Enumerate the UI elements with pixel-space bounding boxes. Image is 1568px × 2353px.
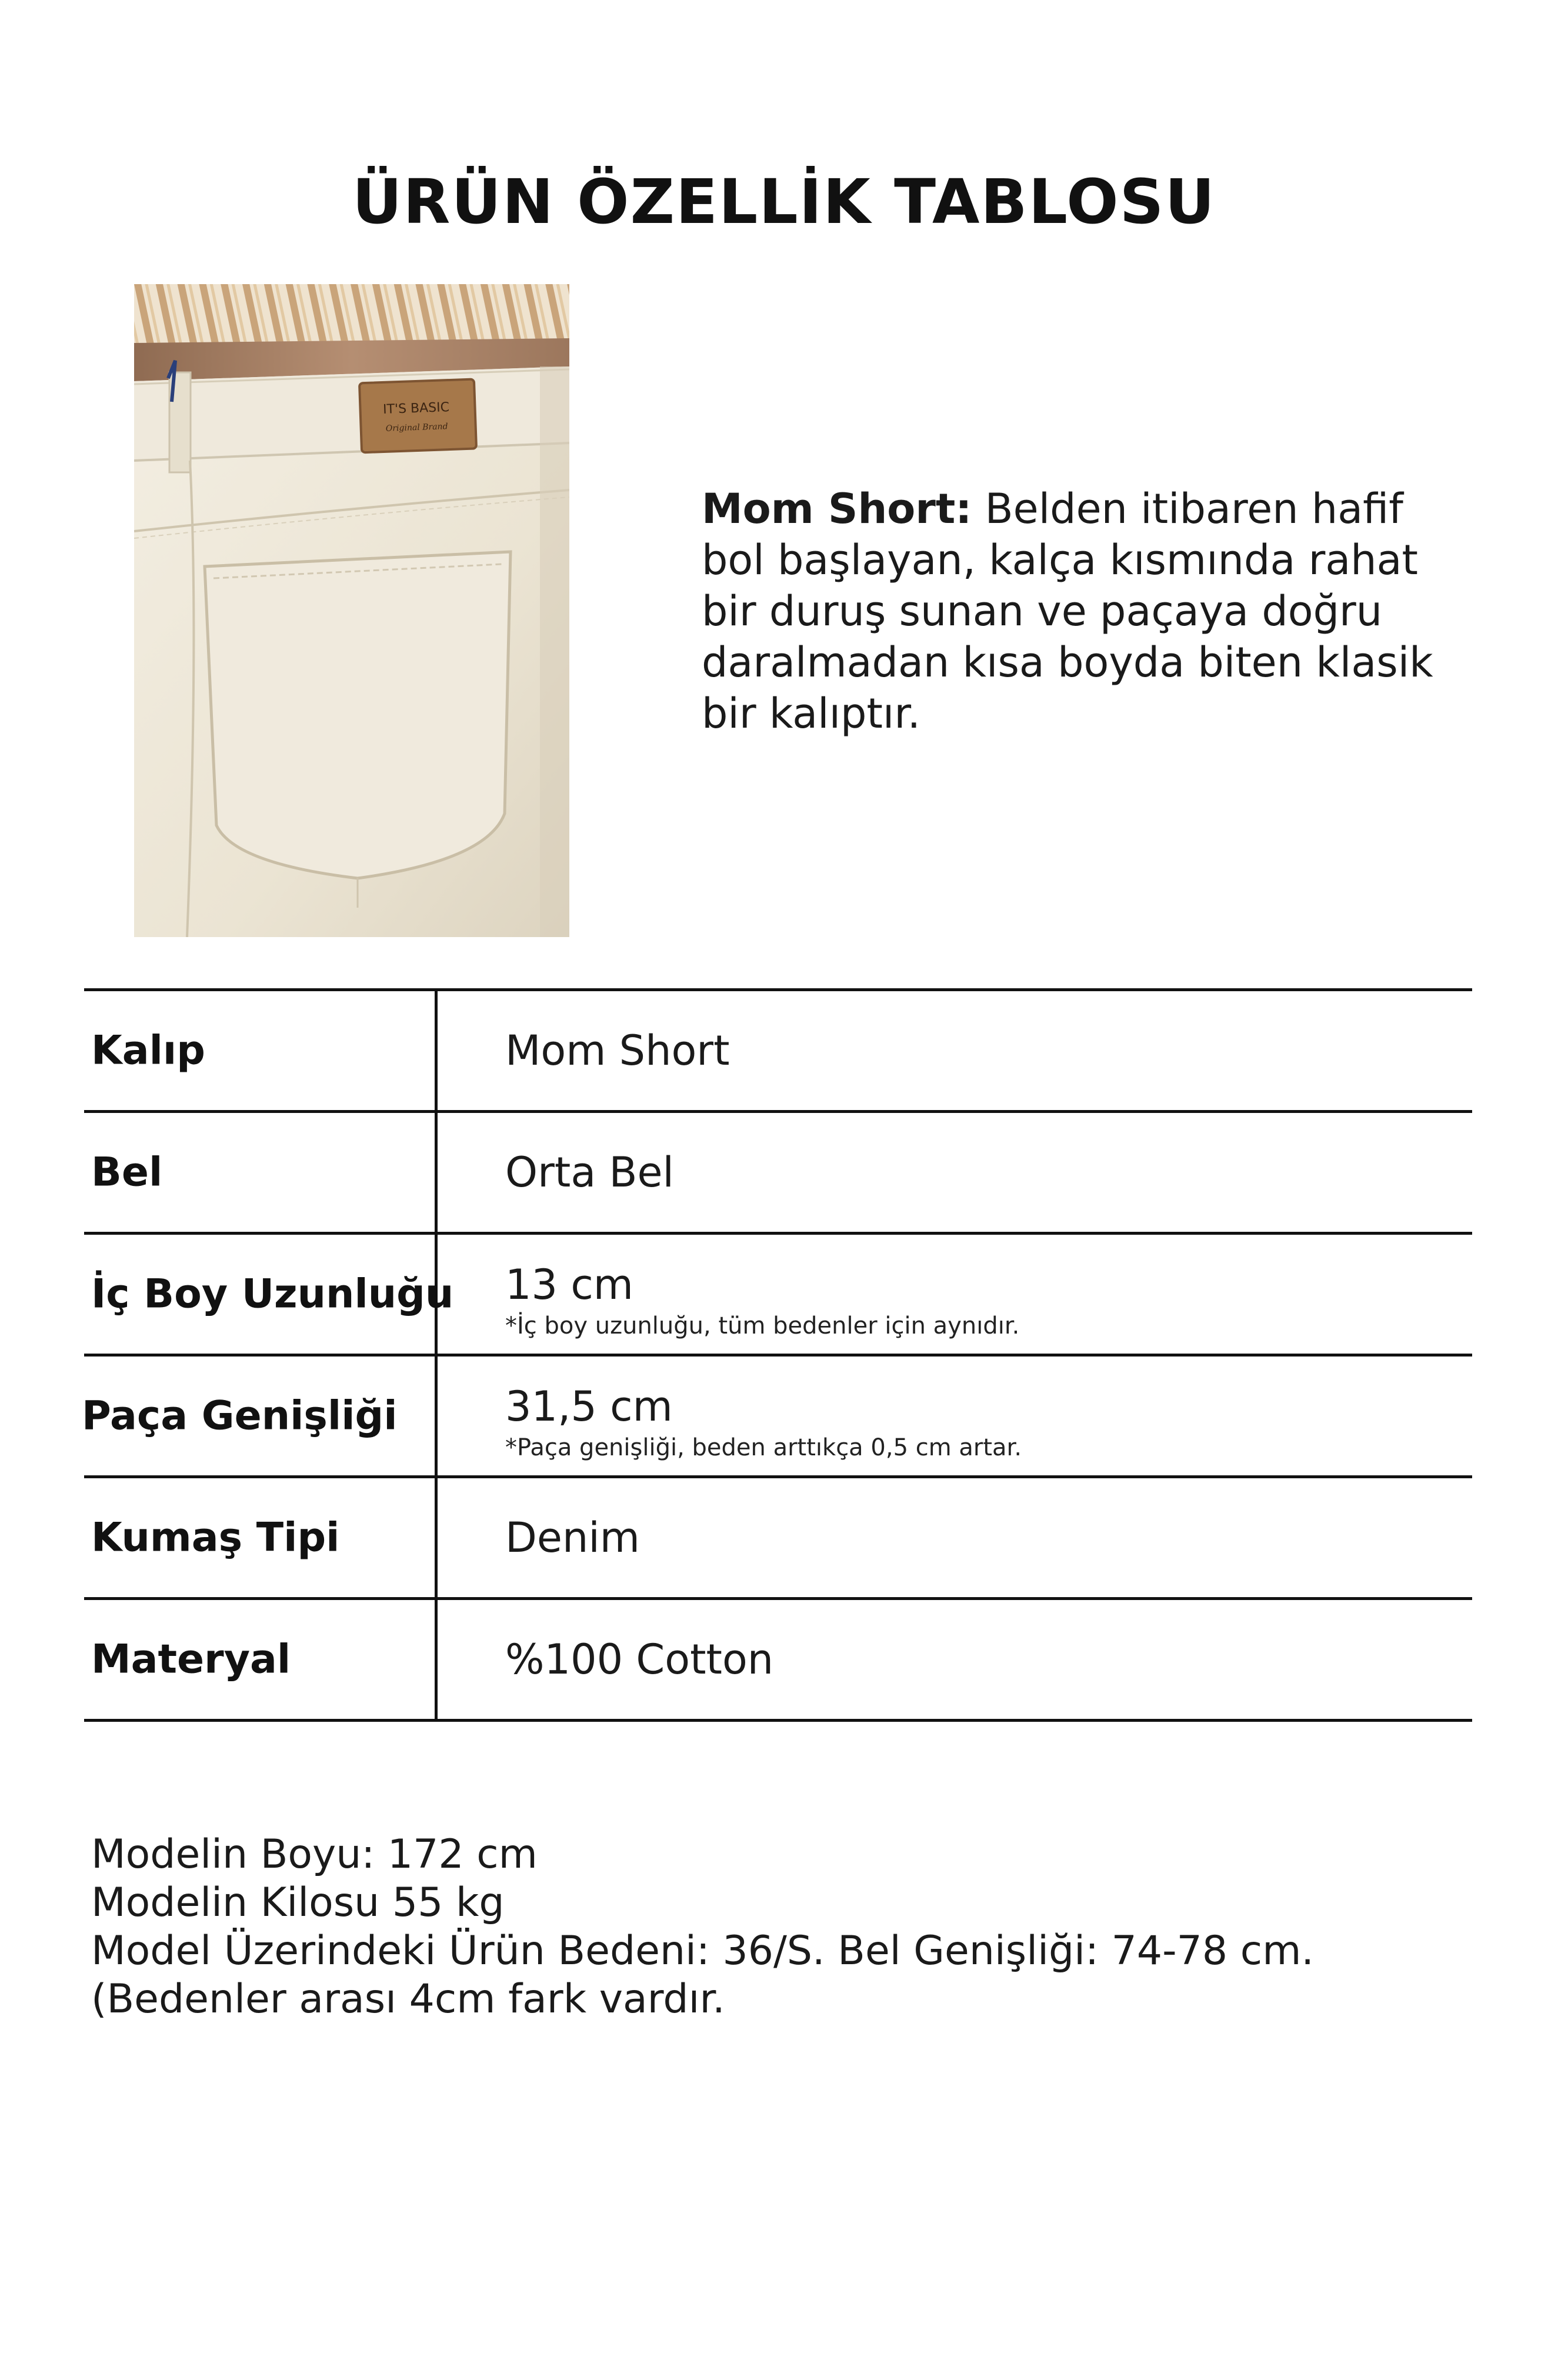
spec-label: Paça Genişliği [82,1392,398,1439]
spec-row [84,1113,1472,1235]
spec-value: 13 cm [505,1261,633,1309]
spec-row [84,1357,1472,1478]
model-height: Modelin Boyu: 172 cm [91,1831,538,1878]
spec-value: Denim [505,1514,640,1562]
model-size-info: Model Üzerindeki Ürün Bedeni: 36/S. Bel Genişliği: 74-78 cm. (Bedenler arası 4cm fark vardır. [91,1928,1315,2022]
spec-row [84,991,1472,1113]
spec-label: Bel [91,1149,163,1196]
spec-value-block [505,1382,1022,1461]
spec-label: İç Boy Uzunluğu [91,1271,454,1318]
spec-value: 31,5 cm [505,1382,673,1431]
product-photo [134,284,569,937]
product-description [702,484,1478,739]
spec-note: *Paça genişliği, beden arttıkça 0,5 cm artar. [505,1434,1022,1461]
spec-row [84,1600,1472,1722]
spec-row [84,1235,1472,1357]
page-title: ÜRÜN ÖZELLİK TABLOSU [352,166,1216,238]
spec-label: Materyal [91,1636,291,1683]
spec-value: Mom Short [505,1026,730,1075]
model-info [91,1831,1444,2024]
spec-value: %100 Cotton [505,1635,774,1684]
model-weight: Modelin Kilosu 55 kg [91,1879,505,1926]
description-lead: Mom Short: [702,485,972,533]
spec-table [84,988,1472,1722]
spec-note: *İç boy uzunluğu, tüm bedenler için aynıdır. [505,1312,1020,1339]
spec-row [84,1478,1472,1600]
spec-value: Orta Bel [505,1148,675,1197]
spec-label: Kalıp [91,1027,205,1074]
description-text: Belden itibaren hafif bol başlayan, kalça kısmında rahat bir duruş sunan ve paçaya doğru daralmadan kısa boyda biten klasik bir kalıptır. [702,485,1433,738]
spec-label: Kumaş Tipi [91,1514,340,1561]
spec-value-block [505,1261,1019,1339]
label-sub-text: Original Brand [385,422,448,434]
label-brand-text: IT'S BASIC [382,400,450,417]
